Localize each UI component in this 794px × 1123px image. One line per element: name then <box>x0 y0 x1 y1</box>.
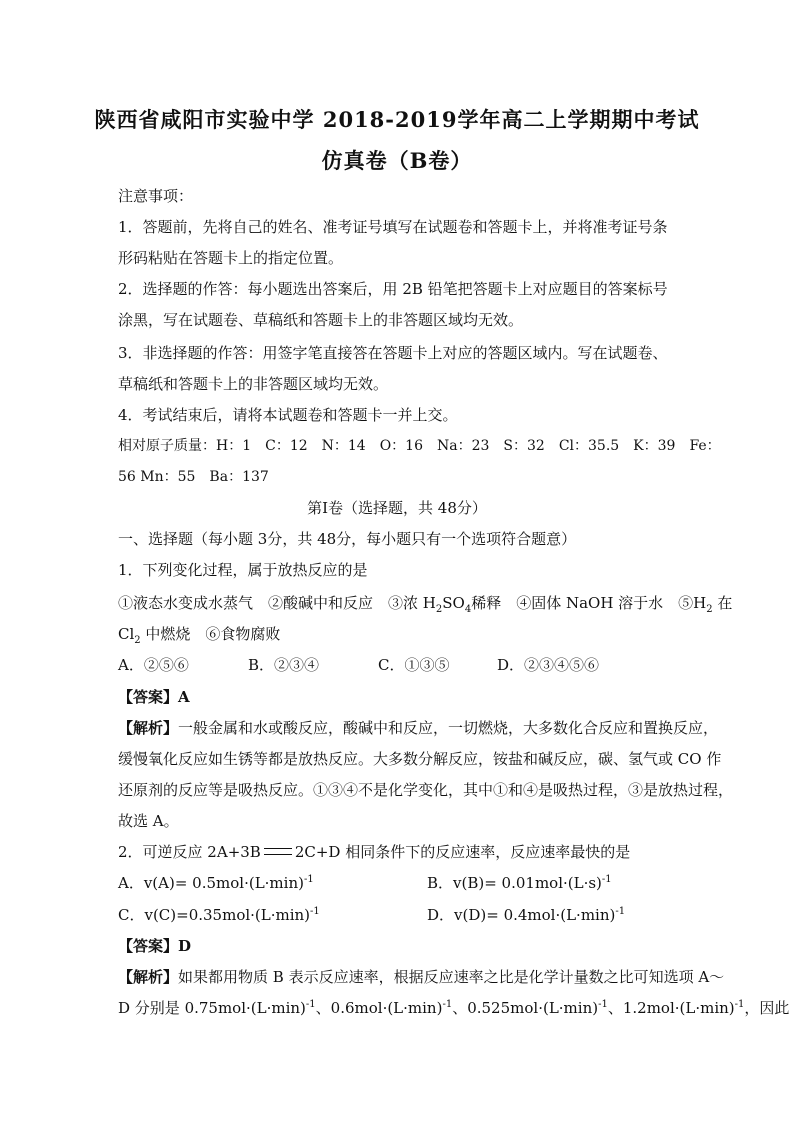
q2-option-text: C．v(C)=0.35mol·(L·min) <box>118 906 311 924</box>
q2-exponent: -1 <box>615 906 626 917</box>
q1-stem: 1．下列变化过程，属于放热反应的是 <box>118 561 368 579</box>
q2-analysis-label: 【解析】 <box>118 968 179 986</box>
q2-option-d <box>427 904 625 925</box>
q2-exponent: -1 <box>305 999 316 1010</box>
notice-line-1: 1．答题前，先将自己的姓名、准考证号填写在试题卷和答题卡上，并将准考证号条 <box>118 218 668 236</box>
q2-stem-text: 2C+D 相同条件下的反应速率，反应速率最快的是 <box>294 843 631 861</box>
q2-exponent: -1 <box>598 999 608 1010</box>
q2-analysis-text: 、1.2mol·(L·min) <box>607 999 735 1017</box>
q2-analysis-text: 、0.525mol·(L·min) <box>452 999 599 1017</box>
q1-items-text: 在 <box>712 594 733 612</box>
q1-subscript: 4 <box>464 604 472 615</box>
q2-exponent: -1 <box>310 906 320 917</box>
q2-analysis-line1 <box>118 966 724 987</box>
q1-analysis-label: 【解析】 <box>118 719 179 737</box>
q2-stem-text: 2．可逆反应 2A+3B <box>118 843 261 861</box>
q2-analysis-line2 <box>118 997 789 1018</box>
q1-items-text: Cl <box>118 625 135 643</box>
q2-analysis-text: D 分别是 0.75mol·(L·min) <box>118 999 306 1017</box>
q1-items-text: SO <box>442 594 465 612</box>
q2-option-b <box>427 872 612 893</box>
notice-line-6: 草稿纸和答题卡上的非答题区域均无效。 <box>118 375 389 393</box>
q2-option-text: B．v(B)= 0.01mol·(L·s) <box>427 874 602 892</box>
q2-analysis-text: ，因此 <box>744 999 790 1017</box>
q1-option-b: B．②③④ <box>248 656 320 674</box>
q1-items-line2 <box>118 623 280 646</box>
q2-stem <box>118 841 630 862</box>
q1-analysis-line2: 缓慢氧化反应如生锈等都是放热反应。大多数分解反应，铵盐和碱反应，碳、氢气或 CO 作 <box>118 750 722 768</box>
notice-line-7: 4．考试结束后，请将本试题卷和答题卡一并上交。 <box>118 406 458 424</box>
notice-heading: 注意事项： <box>118 187 194 205</box>
q2-analysis-text: 如果都用物质 B 表示反应速率，根据反应速率之比是化学计量数之比可知选项 A～ <box>178 968 725 986</box>
atomic-mass-line-1: 相对原子质量：H：1 C：12 N：14 O：16 Na：23 S：32 Cl：35.5 K：39 Fe： <box>118 438 721 454</box>
q1-subscript: 2 <box>134 635 141 646</box>
q2-option-text: D．v(D)= 0.4mol·(L·min) <box>427 906 616 924</box>
equilibrium-arrow-icon <box>264 848 292 855</box>
section-instruction: 一、选择题（每小题 3分，共 48分，每小题只有一个选项符合题意） <box>118 530 577 548</box>
q1-answer: 【答案】A <box>118 688 190 706</box>
atomic-mass-line-2: 56 Mn：55 Ba：137 <box>118 469 269 485</box>
q1-analysis-line4: 故选 A。 <box>118 812 179 830</box>
notice-line-5: 3．非选择题的作答：用签字笔直接答在答题卡上对应的答题区域内。写在试题卷、 <box>118 344 668 362</box>
q2-option-c <box>118 904 320 925</box>
notice-line-4: 涂黑，写在试题卷、草稿纸和答题卡上的非答题区域均无效。 <box>118 311 524 329</box>
page-title-line2: 仿真卷（B卷） <box>321 148 473 173</box>
q1-option-c: C．①③⑤ <box>378 656 450 674</box>
q2-exponent: -1 <box>442 999 453 1010</box>
q1-items-text: ①液态水变成水蒸气 ②酸碱中和反应 ③浓 H <box>118 594 436 612</box>
q2-exponent: -1 <box>601 874 612 885</box>
q1-subscript: 2 <box>706 604 713 615</box>
notice-line-3: 2．选择题的作答：每小题选出答案后，用 2B 铅笔把答题卡上对应题目的答案标号 <box>118 280 668 298</box>
notice-line-2: 形码粘贴在答题卡上的指定位置。 <box>118 249 344 267</box>
q2-exponent: -1 <box>303 874 314 885</box>
q2-option-a <box>118 872 314 893</box>
q1-option-d: D．②③④⑤⑥ <box>497 656 600 674</box>
q1-items-line1 <box>118 592 732 615</box>
q2-answer: 【答案】D <box>118 937 192 955</box>
q2-exponent: -1 <box>734 999 745 1010</box>
q2-option-text: A．v(A)= 0.5mol·(L·min) <box>118 874 304 892</box>
q1-subscript: 2 <box>435 604 443 615</box>
q1-option-a: A．②⑤⑥ <box>118 656 189 674</box>
q1-analysis-line1 <box>118 717 718 738</box>
q1-analysis-text: 一般金属和水或酸反应，酸碱中和反应，一切燃烧，大多数化合反应和置换反应， <box>178 719 719 737</box>
section-title: 第Ⅰ卷（选择题，共 48分） <box>307 499 487 517</box>
q2-analysis-text: 、0.6mol·(L·min) <box>315 999 443 1017</box>
q1-items-text: 中燃烧 ⑥食物腐败 <box>140 625 281 643</box>
q1-items-text: 稀释 ④固体 NaOH 溶于水 ⑤H <box>471 594 707 612</box>
q1-analysis-line3: 还原剂的反应等是吸热反应。①③④不是化学变化，其中①和④是吸热过程，③是放热过程， <box>118 781 734 799</box>
page-title-line1: 陕西省咸阳市实验中学 2018-2019学年高二上学期期中考试 <box>94 107 700 132</box>
